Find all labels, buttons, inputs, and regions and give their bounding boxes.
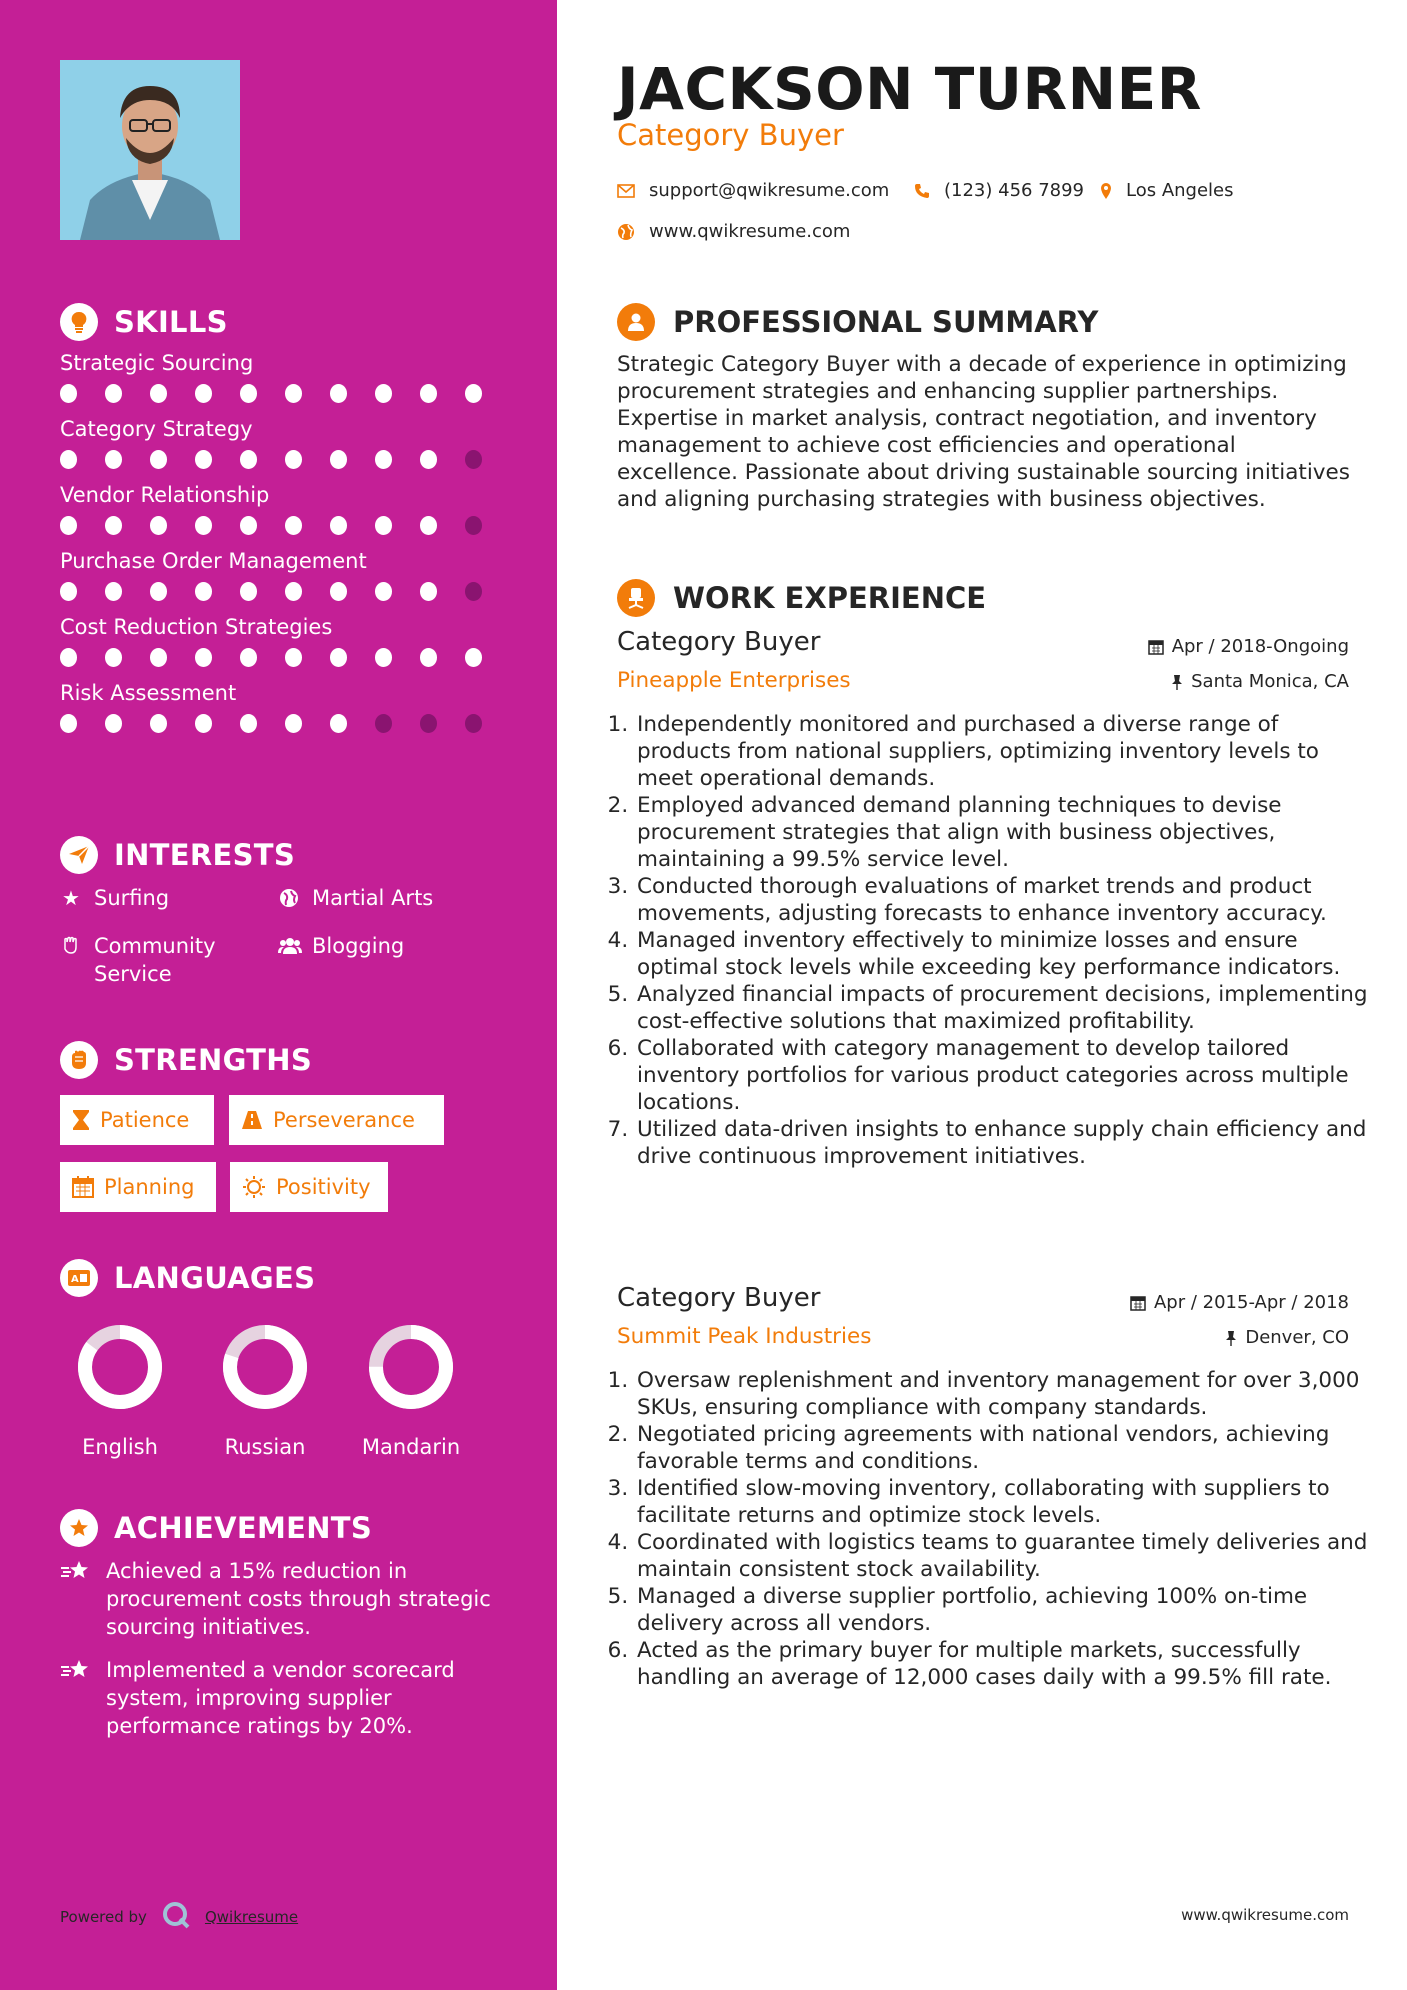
shooting-star-icon xyxy=(60,1557,90,1641)
skill-rating xyxy=(60,709,510,737)
strength-perseverance: Perseverance xyxy=(229,1095,444,1145)
map-pin-icon xyxy=(1100,182,1112,200)
svg-text:A: A xyxy=(71,1274,80,1285)
user-icon xyxy=(617,303,655,341)
company-name: Summit Peak Industries xyxy=(617,1324,872,1349)
interests-heading: INTERESTS xyxy=(60,835,510,875)
job-bullet: 3. Conducted thorough evaluations of market trends and product movements, adjusting forecasts to enhance inventory accuracy. xyxy=(635,873,1375,927)
rating-dot xyxy=(285,714,302,733)
language-ring xyxy=(366,1322,456,1412)
summary-heading: PROFESSIONAL SUMMARY xyxy=(617,302,1098,342)
language-item xyxy=(200,1322,330,1459)
job-location: Denver, CO xyxy=(1225,1327,1349,1348)
fist-icon xyxy=(60,1041,98,1079)
skill-rating xyxy=(60,643,510,671)
rating-dot xyxy=(465,714,482,733)
rating-dot xyxy=(195,582,212,601)
rating-dot xyxy=(195,648,212,667)
job-bullet: 5. Managed a diverse supplier portfolio, achieving 100% on-time delivery across all vendors. xyxy=(635,1583,1375,1637)
strength-planning: Planning xyxy=(60,1162,216,1212)
skill-rating xyxy=(60,445,510,473)
rating-dot xyxy=(195,516,212,535)
calendar-icon xyxy=(1148,639,1164,655)
rating-dot xyxy=(60,516,77,535)
languages-heading: A LANGUAGES xyxy=(60,1258,510,1298)
office-chair-icon xyxy=(617,579,655,617)
skill-rating xyxy=(60,511,510,539)
language-ring xyxy=(75,1322,165,1412)
rating-dot xyxy=(465,582,482,601)
job-bullet: 2. Employed advanced demand planning techniques to devise procurement strategies that align with business objectives, maintaining a 99.5% service level. xyxy=(635,792,1375,873)
skill-name: Strategic Sourcing xyxy=(60,351,254,375)
rating-dot xyxy=(150,648,167,667)
interest-item-martial-arts: Martial Arts xyxy=(278,884,433,915)
rating-dot xyxy=(60,582,77,601)
job-bullet: 7. Utilized data-driven insights to enhance supply chain efficiency and drive continuous improvement initiatives. xyxy=(635,1116,1375,1170)
hourglass-icon xyxy=(72,1109,90,1131)
rating-dot xyxy=(465,648,482,667)
rating-dot xyxy=(240,384,257,403)
rating-dot xyxy=(150,714,167,733)
skill-name: Cost Reduction Strategies xyxy=(60,615,333,639)
skill-name: Risk Assessment xyxy=(60,681,237,705)
skills-list xyxy=(60,351,510,737)
rating-dot xyxy=(105,714,122,733)
hand-icon xyxy=(60,932,82,963)
rating-dot xyxy=(330,648,347,667)
job-bullet: 6. Collaborated with category management to develop tailored inventory portfolios for various product categories across multiple locations. xyxy=(635,1035,1375,1116)
job-bullet: 4. Managed inventory effectively to minimize losses and ensure optimal stock levels while exceeding key performance indicators. xyxy=(635,927,1375,981)
qwikresume-link[interactable]: Qwikresume xyxy=(204,1908,299,1926)
rating-dot xyxy=(285,450,302,469)
rating-dot xyxy=(195,384,212,403)
job-title: Category Buyer xyxy=(617,627,821,657)
job-bullets xyxy=(617,711,1375,1170)
rating-dot xyxy=(420,384,437,403)
rating-dot xyxy=(240,714,257,733)
rating-dot xyxy=(285,648,302,667)
users-icon xyxy=(278,932,300,963)
pushpin-icon xyxy=(1225,1330,1237,1346)
rating-dot xyxy=(105,516,122,535)
rating-dot xyxy=(240,648,257,667)
rating-dot xyxy=(60,384,77,403)
rating-dot xyxy=(60,648,77,667)
achievement-item: Implemented a vendor scorecard system, improving supplier performance ratings by 20%. xyxy=(60,1656,510,1740)
contact-website[interactable]: www.qwikresume.com xyxy=(617,221,850,242)
language-ring xyxy=(220,1322,310,1412)
language-label: Mandarin xyxy=(361,1435,461,1459)
interest-item-blogging: Blogging xyxy=(278,932,404,963)
rating-dot xyxy=(420,582,437,601)
candidate-name: JACKSON TURNER xyxy=(617,55,1202,123)
job-dates: Apr / 2015-Apr / 2018 xyxy=(1130,1292,1349,1313)
road-icon xyxy=(241,1110,263,1130)
company-name: Pineapple Enterprises xyxy=(617,668,851,693)
lightbulb-icon xyxy=(60,303,98,341)
job-bullet: 4. Coordinated with logistics teams to guarantee timely deliveries and maintain consistent stock availability. xyxy=(635,1529,1375,1583)
rating-dot xyxy=(150,384,167,403)
job-bullet: 1. Independently monitored and purchased a diverse range of products from national suppliers, optimizing inventory levels to meet operational demands. xyxy=(635,711,1375,792)
rating-dot xyxy=(330,582,347,601)
rating-dot xyxy=(465,450,482,469)
strength-positivity: Positivity xyxy=(230,1162,388,1212)
achievements-section xyxy=(60,1508,510,1548)
contact-phone[interactable]: (123) 456 7899 xyxy=(914,180,1084,201)
strengths-heading: STRENGTHS xyxy=(60,1040,510,1080)
interest-item-surfing: ★ Surfing xyxy=(60,884,169,912)
candidate-role: Category Buyer xyxy=(617,118,844,152)
skill-name: Purchase Order Management xyxy=(60,549,367,573)
pushpin-icon xyxy=(1171,674,1183,690)
globe-icon xyxy=(617,223,635,241)
rating-dot xyxy=(60,714,77,733)
job-bullet: 1. Oversaw replenishment and inventory management for over 3,000 SKUs, ensuring compliance with company standards. xyxy=(635,1367,1375,1421)
rating-dot xyxy=(375,384,392,403)
rating-dot xyxy=(330,714,347,733)
skills-heading: SKILLS xyxy=(60,302,510,342)
interests-section xyxy=(60,835,510,875)
sidebar xyxy=(0,0,557,1990)
footer-website[interactable]: www.qwikresume.com xyxy=(1181,1906,1349,1924)
rating-dot xyxy=(375,582,392,601)
profile-photo xyxy=(60,60,240,240)
languages-section xyxy=(60,1258,510,1298)
job-bullet: 3. Identified slow-moving inventory, collaborating with suppliers to facilitate returns and optimize stock levels. xyxy=(635,1475,1375,1529)
rating-dot xyxy=(375,648,392,667)
contact-email[interactable]: support@qwikresume.com xyxy=(617,180,889,201)
rating-dot xyxy=(240,450,257,469)
rating-dot xyxy=(240,582,257,601)
rating-dot xyxy=(105,582,122,601)
rating-dot xyxy=(195,450,212,469)
globe-icon xyxy=(278,884,300,915)
calendar-icon xyxy=(72,1176,94,1198)
rating-dot xyxy=(420,516,437,535)
rating-dot xyxy=(285,582,302,601)
rating-dot xyxy=(330,450,347,469)
rating-dot xyxy=(105,648,122,667)
language-item xyxy=(346,1322,476,1459)
language-icon xyxy=(60,1259,98,1297)
achievements-heading: ACHIEVEMENTS xyxy=(60,1508,510,1548)
rating-dot xyxy=(420,450,437,469)
rating-dot xyxy=(150,450,167,469)
calendar-icon xyxy=(1130,1295,1146,1311)
rating-dot xyxy=(195,714,212,733)
phone-icon xyxy=(914,183,930,199)
skill-name: Category Strategy xyxy=(60,417,253,441)
rating-dot xyxy=(420,714,437,733)
experience-heading: WORK EXPERIENCE xyxy=(617,578,986,618)
job-bullet: 5. Analyzed financial impacts of procurement decisions, implementing cost-effective solutions that maximized profitability. xyxy=(635,981,1375,1035)
rating-dot xyxy=(150,516,167,535)
job-location: Santa Monica, CA xyxy=(1171,671,1349,692)
job-bullet: 6. Acted as the primary buyer for multiple markets, successfully handling an average of 12,000 cases daily with a 99.5% fill rate. xyxy=(635,1637,1375,1691)
skills-section xyxy=(60,302,510,747)
rating-dot xyxy=(375,450,392,469)
rating-dot xyxy=(105,450,122,469)
strength-patience: Patience xyxy=(60,1095,214,1145)
envelope-icon xyxy=(617,184,635,198)
contact-location: Los Angeles xyxy=(1100,180,1234,201)
rating-dot xyxy=(375,516,392,535)
achievement-item: Achieved a 15% reduction in procurement costs through strategic sourcing initiatives. xyxy=(60,1557,510,1641)
star-icon: ★ xyxy=(62,886,80,910)
rating-dot xyxy=(465,384,482,403)
paper-plane-icon xyxy=(60,836,98,874)
job-bullets xyxy=(617,1367,1375,1691)
rating-dot xyxy=(105,384,122,403)
job-bullet: 2. Negotiated pricing agreements with national vendors, achieving favorable terms and conditions. xyxy=(635,1421,1375,1475)
language-item xyxy=(55,1322,185,1459)
interest-item-community-service: Community Service xyxy=(60,932,260,988)
rating-dot xyxy=(240,516,257,535)
rating-dot xyxy=(285,384,302,403)
summary-text: Strategic Category Buyer with a decade of experience in optimizing procurement strategies and enhancing supplier partnerships. Expertise in market analysis, contract negotiation, and inventory management to achieve cost efficiencies and operational excellence. Passionate about driving sustainable sourcing initiatives and aligning purchasing strategies with business objectives. xyxy=(617,352,1350,512)
rating-dot xyxy=(420,648,437,667)
job-dates: Apr / 2018-Ongoing xyxy=(1148,636,1349,657)
rating-dot xyxy=(330,384,347,403)
rating-dot xyxy=(330,516,347,535)
rating-dot xyxy=(465,516,482,535)
language-label: Russian xyxy=(224,1435,306,1459)
rating-dot xyxy=(150,582,167,601)
rating-dot xyxy=(375,714,392,733)
skill-rating xyxy=(60,577,510,605)
shooting-star-icon xyxy=(60,1656,90,1740)
skill-name: Vendor Relationship xyxy=(60,483,270,507)
language-label: English xyxy=(82,1435,158,1459)
powered-by: Powered by Qwikresume xyxy=(60,1900,298,1934)
skill-rating xyxy=(60,379,510,407)
trophy-star-icon xyxy=(60,1509,98,1547)
sun-icon xyxy=(242,1175,266,1199)
job-title: Category Buyer xyxy=(617,1283,821,1313)
strengths-section xyxy=(60,1040,510,1080)
rating-dot xyxy=(60,450,77,469)
rating-dot xyxy=(285,516,302,535)
qwikresume-logo-icon xyxy=(161,1900,191,1934)
